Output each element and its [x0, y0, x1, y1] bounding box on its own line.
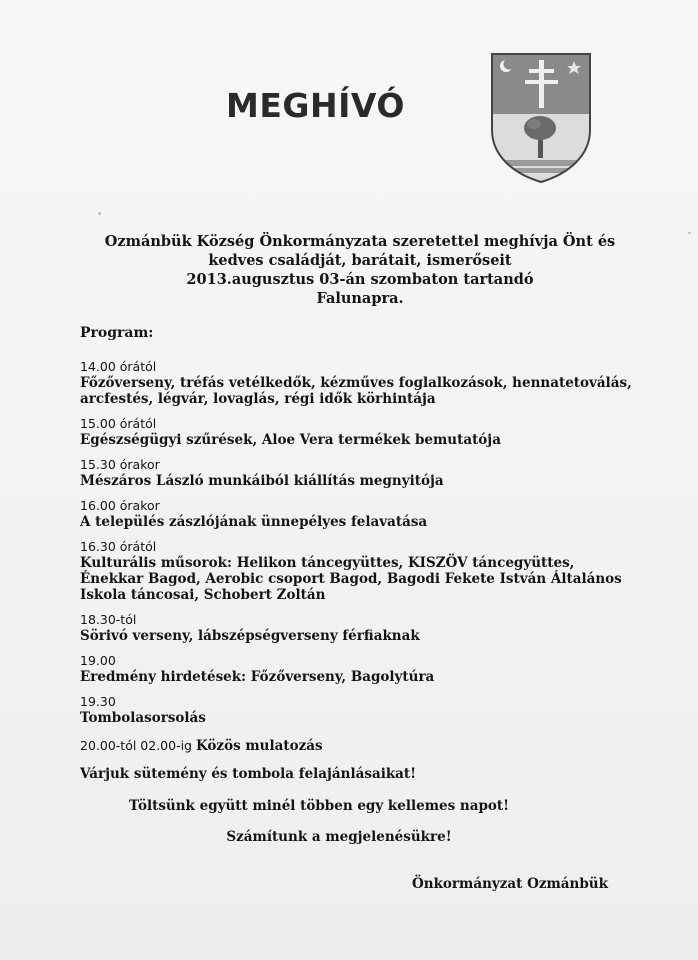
program-desc: Mészáros László munkáiból kiállítás megnyitója [80, 473, 444, 489]
program-item [80, 457, 680, 489]
program-item [80, 498, 680, 530]
program-desc: Egészségügyi szűrések, Aloe Vera termékek bemutatója [80, 432, 501, 448]
closing-line: Töltsünk együtt minél többen egy kellemes napot! [128, 798, 510, 814]
program-item [80, 539, 680, 603]
program-item [80, 735, 680, 754]
intro-line: 2013.augusztus 03-án szombaton tartandó [186, 271, 534, 288]
program-desc: Közös mulatozás [195, 738, 323, 754]
intro-line: Ozmánbük Község Önkormányzata szeretettel meghívja Önt és [104, 233, 616, 250]
program-desc: Iskola táncosai, Schobert Zoltán [80, 587, 326, 603]
program-item [80, 416, 680, 448]
program-time: 15.30 órakor [80, 457, 160, 472]
scan-speck [98, 212, 101, 215]
program-time: 19.00 [80, 653, 116, 668]
program-item [80, 653, 680, 685]
program-time: 20.00-tól 02.00-ig [80, 738, 196, 753]
program-time: 15.00 órától [80, 416, 157, 431]
coat-of-arms-icon [490, 52, 592, 184]
closing-line: Számítunk a megjelenésükre! [226, 829, 452, 845]
program-item [80, 612, 680, 644]
program-time: 16.30 órától [80, 539, 157, 554]
program-list [80, 359, 680, 763]
intro-line: Falunapra. [316, 290, 404, 307]
page-title: MEGHÍVÓ [226, 86, 405, 125]
program-time: 16.00 órakor [80, 498, 160, 513]
signature: Önkormányzat Ozmánbük [412, 876, 608, 892]
scan-speck [688, 232, 691, 234]
program-desc: Tombolasorsolás [80, 710, 206, 726]
program-time: 18.30-tól [80, 612, 137, 627]
program-heading: Program: [80, 325, 154, 341]
program-desc: Sörivó verseny, lábszépségverseny férfiaknak [80, 628, 420, 644]
program-desc: arcfestés, légvár, lovaglás, régi idők körhintája [80, 391, 436, 407]
program-desc: Kulturális műsorok: Helikon táncegyüttes, KISZÖV táncegyüttes, [80, 555, 575, 571]
invitation-intro [80, 232, 640, 308]
program-desc: A település zászlójának ünnepélyes felavatása [80, 514, 428, 530]
program-time: 14.00 órától [80, 359, 157, 374]
program-item [80, 694, 680, 726]
program-item [80, 359, 680, 407]
closing-line: Várjuk sütemény és tombola felajánlásaikat! [80, 766, 417, 782]
program-desc: Főzőverseny, tréfás vetélkedők, kézműves foglalkozások, hennatetoválás, [80, 375, 632, 391]
program-time: 19.30 [80, 694, 116, 709]
intro-line: kedves családját, barátait, ismerőseit [208, 252, 512, 269]
program-desc: Énekkar Bagod, Aerobic csoport Bagod, Bagodi Fekete István Általános [80, 571, 622, 587]
program-desc: Eredmény hirdetések: Főzőverseny, Bagolytúra [80, 669, 435, 685]
